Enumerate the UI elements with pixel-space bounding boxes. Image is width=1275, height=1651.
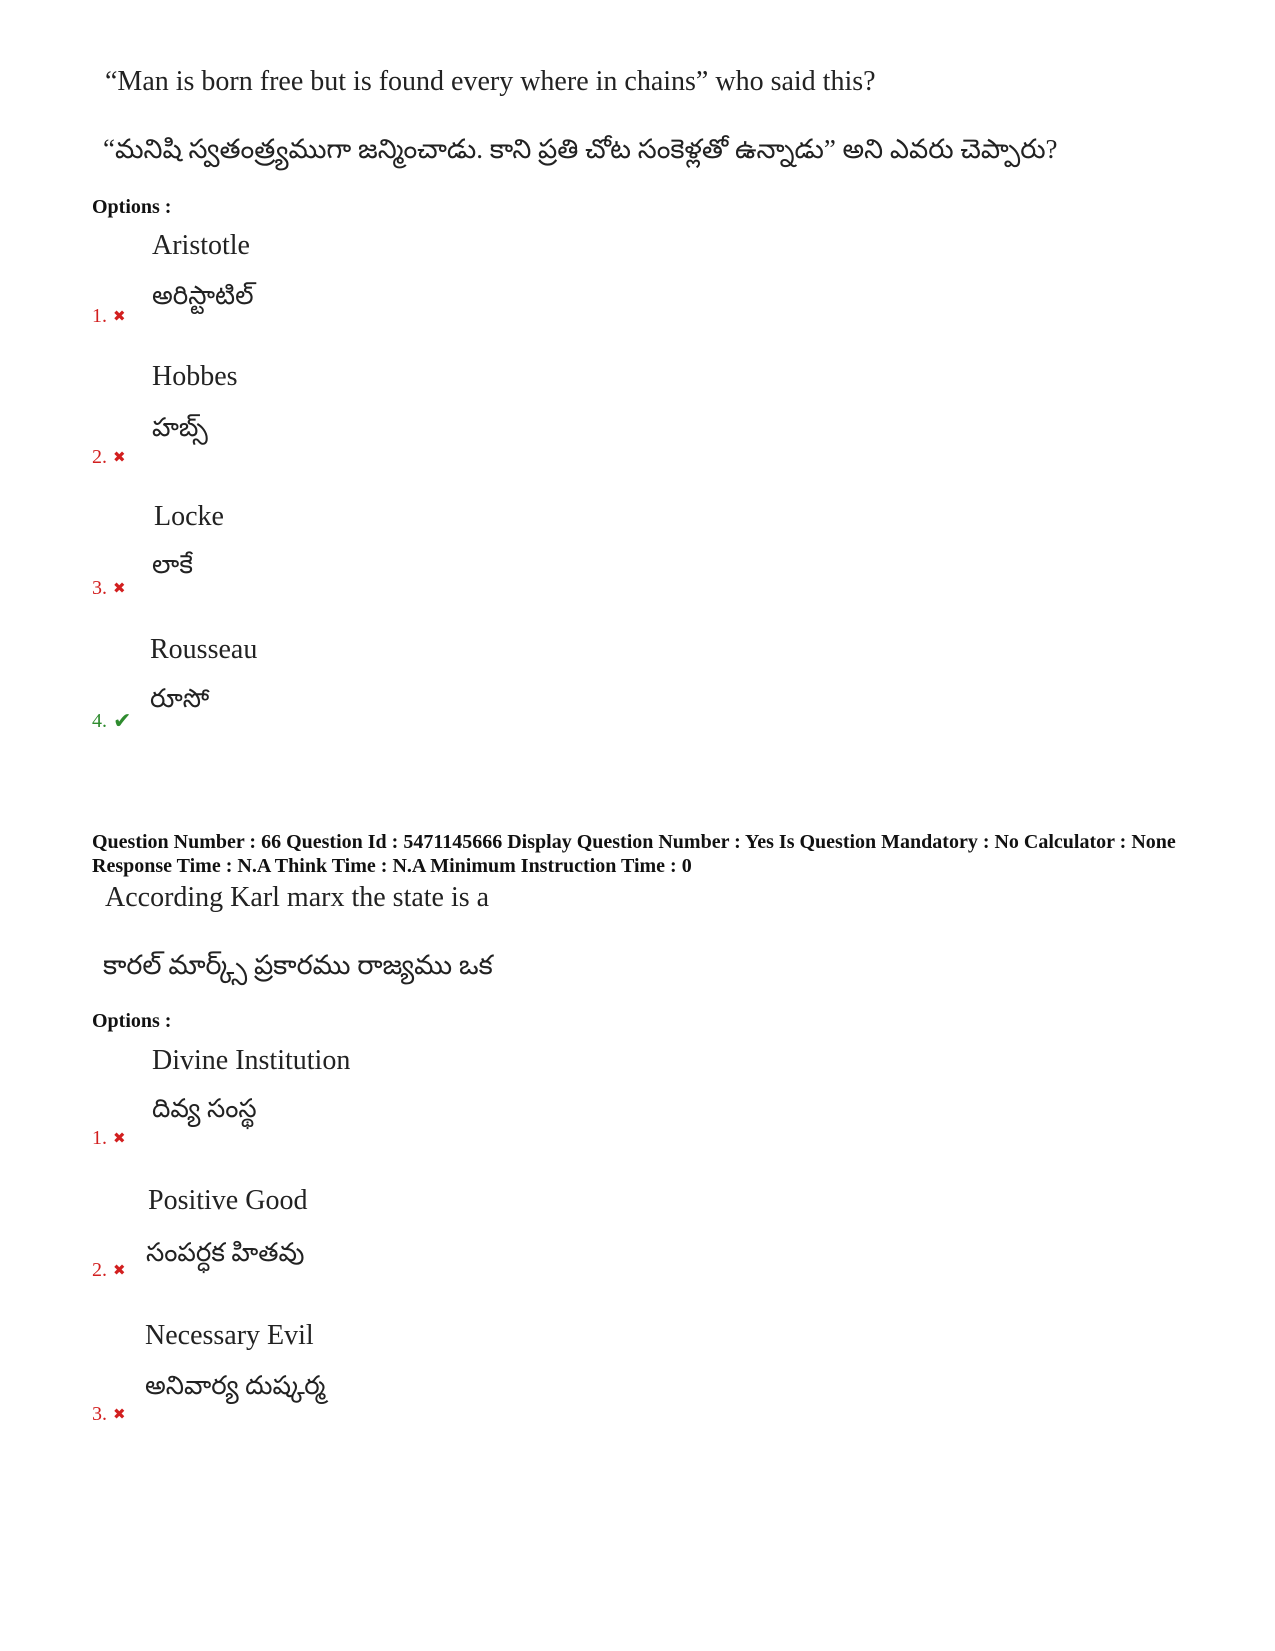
option-number-label: 3. bbox=[92, 1403, 107, 1425]
q66-option-1-en: Divine Institution bbox=[152, 1045, 351, 1076]
question-65-options-label: Options : bbox=[92, 196, 172, 218]
option-number-label: 4. bbox=[92, 710, 107, 732]
check-mark-icon: ✔ bbox=[113, 708, 132, 733]
q66-option-3-number bbox=[92, 1403, 126, 1426]
q66-option-1-te: దివ్య సంస్థ bbox=[152, 1094, 257, 1123]
question-66-text-te: కారల్ మార్క్స్ ప్రకారము రాజ్యము ఒక bbox=[103, 950, 493, 980]
q65-option-1-te: అరిస్టాటిల్ bbox=[152, 281, 254, 310]
q65-option-1-number bbox=[92, 305, 126, 328]
question-66-options-label: Options : bbox=[92, 1010, 172, 1032]
q65-option-3-number bbox=[92, 577, 126, 600]
question-66-text-en: According Karl marx the state is a bbox=[105, 882, 490, 913]
q65-option-3-te: లాకే bbox=[152, 550, 193, 579]
cross-mark-icon: ✖ bbox=[113, 450, 126, 466]
q66-option-1-number bbox=[92, 1127, 126, 1150]
q65-option-1-en: Aristotle bbox=[152, 230, 250, 261]
q66-option-2-number bbox=[92, 1259, 126, 1282]
q66-option-3-en: Necessary Evil bbox=[145, 1320, 314, 1351]
option-number-label: 2. bbox=[92, 446, 107, 468]
cross-mark-icon: ✖ bbox=[113, 309, 126, 325]
option-number-label: 1. bbox=[92, 305, 107, 327]
q65-option-2-te: హబ్స్ bbox=[152, 413, 208, 442]
option-number-label: 3. bbox=[92, 577, 107, 599]
question-65-text-te: “మనిషి స్వతంత్ర్యముగా జన్మించాడు. కాని ప్రతి చోట సంకెళ్లతో ఉన్నాడు” అని ఎవరు చెప్పారు? bbox=[103, 134, 1058, 164]
cross-mark-icon: ✖ bbox=[113, 1131, 126, 1147]
q65-option-3-en: Locke bbox=[154, 501, 224, 532]
q65-option-2-number bbox=[92, 446, 126, 469]
option-number-label: 2. bbox=[92, 1259, 107, 1281]
cross-mark-icon: ✖ bbox=[113, 1263, 126, 1279]
q65-option-4-te: రూసో bbox=[150, 684, 210, 713]
question-66-metadata: Question Number : 66 Question Id : 5471145666 Display Question Number : Yes Is Question Mandatory : No Calculator : None Response Time : N.A Think Time : N.A Minimum Instruction Time : 0 bbox=[92, 831, 1176, 877]
q66-option-2-te: సంపర్ధక హితవు bbox=[146, 1238, 305, 1267]
option-number-label: 1. bbox=[92, 1127, 107, 1149]
question-65-text-en: “Man is born free but is found every where in chains” who said this? bbox=[105, 66, 876, 97]
cross-mark-icon: ✖ bbox=[113, 1407, 126, 1423]
q65-option-4-en: Rousseau bbox=[150, 634, 258, 665]
q65-option-2-en: Hobbes bbox=[152, 361, 238, 392]
q66-option-2-en: Positive Good bbox=[148, 1185, 308, 1216]
cross-mark-icon: ✖ bbox=[113, 581, 126, 597]
q65-option-4-number bbox=[92, 708, 131, 734]
q66-option-3-te: అనివార్య దుష్కర్మ bbox=[145, 1371, 326, 1400]
